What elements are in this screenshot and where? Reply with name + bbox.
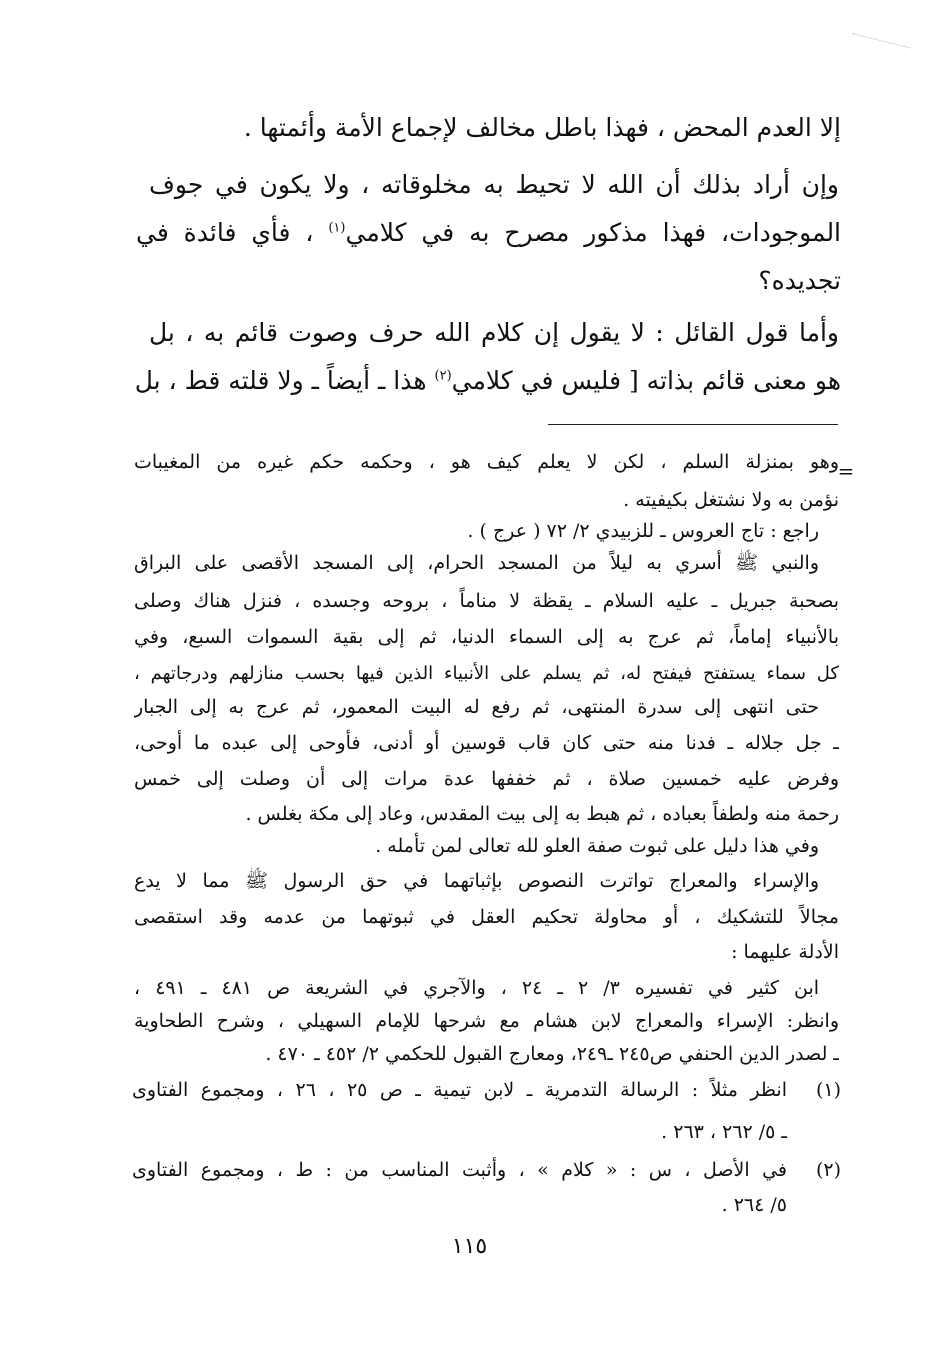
scan-corner-mark <box>847 33 911 70</box>
footnote-1-line-1: انظر مثلاً : الرسالة التدمرية ـ لابن تيمية ـ ص ٢٥ ، ٢٦ ، ومجموع الفتاوى <box>132 1079 787 1101</box>
footnote-1-line-2: ـ ٥/ ٢٦٢ ، ٢٦٣ . <box>661 1121 787 1143</box>
main-text-line-1: إلا العدم المحض ، فهذا باطل مخالف لإجماع الأمة وأئمتها . <box>243 113 841 142</box>
footnote-cont-line: راجع : تاج العروس ـ للزبيدي ٢/ ٧٢ ( عرج ) . <box>467 520 819 542</box>
main-text-p3-line-2-a: هو معنى قائم بذاته [ فليس في كلامي <box>451 366 841 395</box>
footnote-cont-line: ابن كثير في تفسيره ٣/ ٢ ـ ٢٤ ، والآجري في الشريعة ص ٤٨١ ـ ٤٩١ ، <box>134 977 819 999</box>
footnote-cont-line: كل سماء يستفتح فيفتح له، ثم يسلم على الأنبياء الذين فيها بحسب منازلهم ودرجاتهم ، <box>134 663 839 684</box>
main-text-p3-line-2 <box>136 356 841 406</box>
footnote-cont-line: نؤمن به ولا نشتغل بكيفيته . <box>623 489 839 511</box>
footnote-1-number: (١) <box>815 1079 841 1101</box>
main-text-p2-line-1: وإن أراد بذلك أن الله لا تحيط به مخلوقاته ، ولا يكون في جوف <box>149 170 839 199</box>
footnote-cont-line: الأدلة عليهما : <box>731 941 839 963</box>
main-text-p2-line-2 <box>136 208 841 258</box>
footnote-cont-line: بصحبة جبريل ـ عليه السلام ـ يقظة لا مناماً ، بروحه وجسده ، فنزل هناك وصلى <box>134 590 839 612</box>
main-text-p3-line-2-b: هذا ـ أيضاً ـ ولا قلته قط ، بل <box>134 366 435 395</box>
footnote-cont-line: ـ لصدر الدين الحنفي ص٢٤٥ ـ٢٤٩، ومعارج القبول للحكمي ٢/ ٤٥٢ ـ ٤٧٠ . <box>265 1043 839 1065</box>
main-text-p2-line-3: تجديده؟ <box>758 266 841 295</box>
footnote-cont-line: والنبي ﷺ أسري به ليلاً من المسجد الحرام، إلى المسجد الأقصى على البراق <box>134 552 819 574</box>
page-number: ١١٥ <box>451 1234 488 1259</box>
footnote-cont-line: وانظر: الإسراء والمعراج لابن هشام مع شرحها للإمام السهيلي ، وشرح الطحاوية <box>134 1010 839 1032</box>
footnote-cont-line: مجالاً للتشكيك ، أو محاولة تحكيم العقل في ثبوتهما من عدمه وقد استقصى <box>134 906 839 928</box>
footnote-2-line-1: في الأصل ، س : « كلام » ، وأثبت المناسب من : ط ، ومجموع الفتاوى <box>132 1159 787 1181</box>
footnote-ref-1: (١) <box>328 220 346 236</box>
main-text-p3-line-1: وأما قول القائل : لا يقول إن كلام الله حرف وصوت قائم به ، بل <box>149 318 839 347</box>
footnote-cont-line: وهو بمنزلة السلم ، لكن لا يعلم كيف هو ، وحكمه حكم غيره من المغيبات <box>134 451 839 473</box>
footnote-cont-line: والإسراء والمعراج تواترت النصوص بإثباتهما في حق الرسول ﷺ مما لا يدع <box>134 870 819 892</box>
footnote-continuation-mark: = <box>837 459 855 483</box>
footnote-cont-line: حتى انتهى إلى سدرة المنتهى، ثم رفع له البيت المعمور، ثم عرج به إلى الجبار <box>134 696 819 718</box>
footnote-cont-line: وفي هذا دليل على ثبوت صفة العلو لله تعالى لمن تأمله . <box>375 835 819 857</box>
footnote-ref-2: (٢) <box>434 368 452 384</box>
footnote-2-line-2: ٥/ ٢٦٤ . <box>721 1194 787 1216</box>
main-text-p2-line-2-b: ، فأي فائدة في <box>136 218 329 247</box>
footnote-cont-line: ـ جل جلاله ـ فدنا منه حتى كان قاب قوسين أو أدنى، فأوحى إلى عبده ما أوحى، <box>134 732 839 754</box>
footnote-cont-line: وفرض عليه خمسين صلاة ، ثم خففها عدة مرات إلى أن وصلت إلى خمس <box>134 768 839 790</box>
footnote-cont-line: رحمة منه ولطفاً بعباده ، ثم هبط به إلى بيت المقدس، وعاد إلى مكة بغلس . <box>245 803 839 825</box>
footnote-cont-line: بالأنبياء إماماً، ثم عرج به إلى السماء الدنيا، ثم إلى بقية السموات السبع، وفي <box>134 626 839 648</box>
footnote-separator <box>548 424 838 425</box>
footnote-2-number: (٢) <box>815 1159 841 1181</box>
main-text-p2-line-2-a: الموجودات، فهذا مذكور مصرح به في كلامي <box>345 218 842 247</box>
